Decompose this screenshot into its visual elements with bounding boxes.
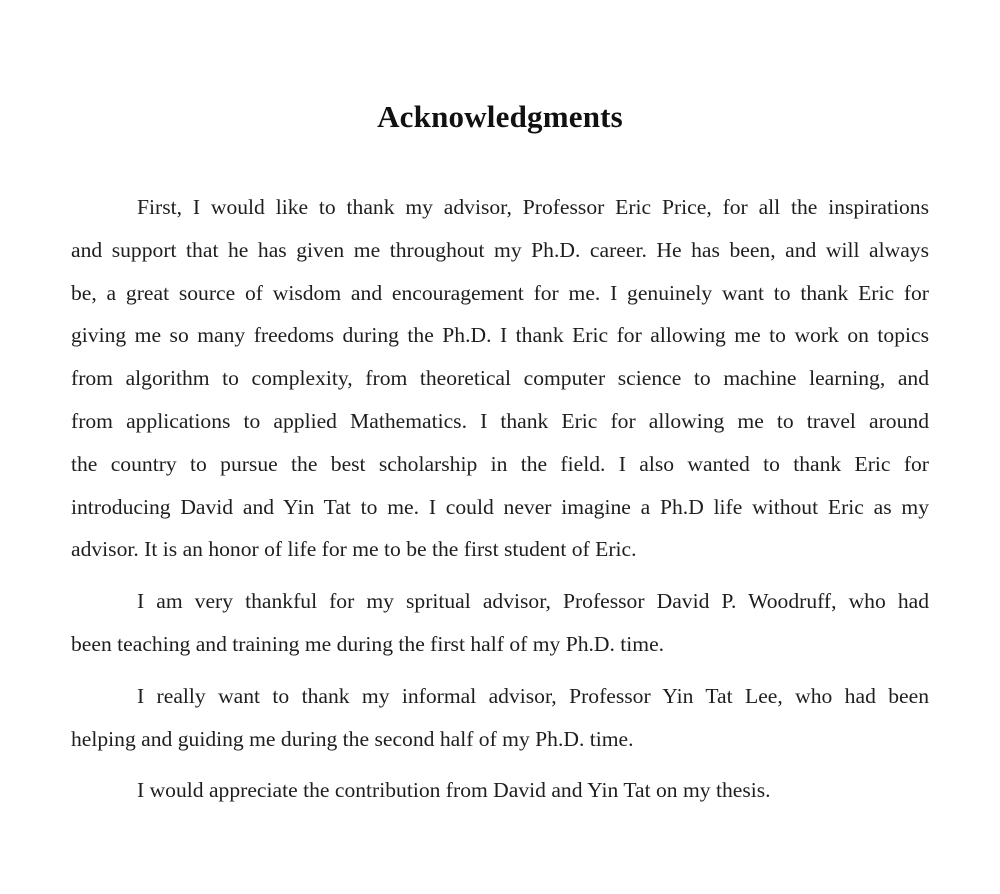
text-line: introducing David and Yin Tat to me. I could never imagine a Ph.D life without Eric as my [71,494,929,519]
text-line: advisor. It is an honor of life for me to be the first student of Eric. [71,537,637,562]
text-line: I would appreciate the contribution from David and Yin Tat on my thesis. [137,778,771,803]
text-line: giving me so many freedoms during the Ph.D. I thank Eric for allowing me to work on topics [71,323,929,348]
text-line: be, a great source of wisdom and encouragement for me. I genuinely want to thank Eric for [71,280,929,305]
text-line: First, I would like to thank my advisor, Professor Eric Price, for all the inspirations [137,195,929,219]
text-line: I am very thankful for my spritual advisor, Professor David P. Woodruff, who had [137,589,929,614]
text-line: the country to pursue the best scholarship in the field. I also wanted to thank Eric for [71,451,929,476]
text-line: from applications to applied Mathematics. I thank Eric for allowing me to travel around [71,408,929,433]
paragraph-thesis-contribution [71,769,929,812]
document-body [71,186,929,812]
text-line: I really want to thank my informal advisor, Professor Yin Tat Lee, who had been [137,683,929,708]
text-line: and support that he has given me throughout my Ph.D. career. He has been, and will always [71,237,929,262]
paragraph-advisor-yin-tat [71,675,929,761]
paragraph-advisor-eric [71,186,929,571]
text-line: from algorithm to complexity, from theoretical computer science to machine learning, and [71,366,929,391]
text-line: helping and guiding me during the second half of my Ph.D. time. [71,726,634,751]
text-line: been teaching and training me during the first half of my Ph.D. time. [71,631,665,656]
page-title: Acknowledgments [377,98,623,134]
paragraph-advisor-david [71,580,929,666]
